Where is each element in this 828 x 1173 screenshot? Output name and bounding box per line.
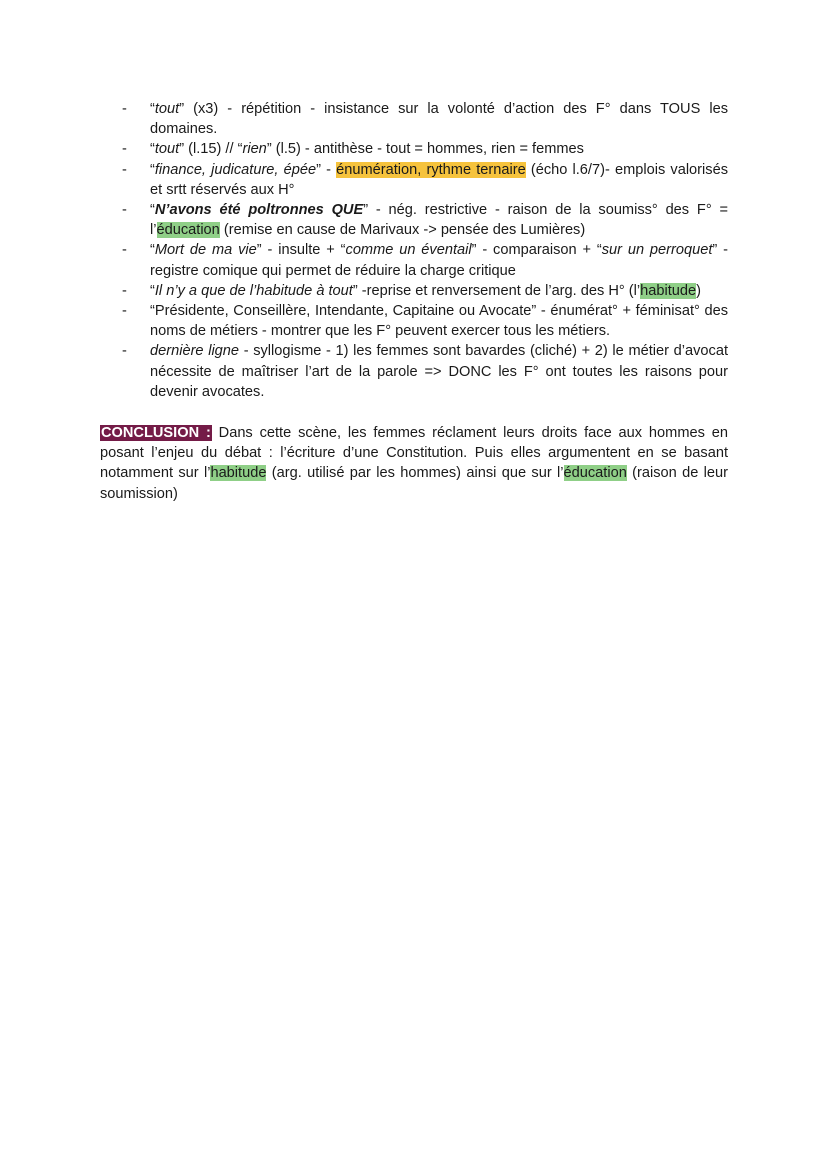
bullet-item-poltronnes: - “N’avons été poltronnes QUE” - nég. restrictive - raison de la soumiss° des F° = l’éducation (remise en cause de Marivaux -> pensée des Lumières) [122, 200, 728, 240]
bullet-text: ” - registre comique qui permet de réduire la charge critique [150, 242, 728, 279]
bullet-text: ” (l.5) - antithèse - tout = hommes, rien = femmes [266, 141, 584, 158]
bullet-text: (remise en cause de Marivaux -> pensée des Lumières) [219, 222, 586, 239]
conclusion-label: CONCLUSION : [101, 425, 211, 441]
bullet-text: “Présidente, Conseillère, Intendante, Capitaine ou Avocate” - énumérat° + féminisat° des noms de métiers - montrer que les F° peuvent exercer tous les métiers. [150, 303, 728, 340]
highlight-education: éducation [563, 465, 627, 482]
bullet-item-mort-de-ma-vie: - “Mort de ma vie” - insulte + “comme un éventail” - comparaison + “sur un perroquet” - registre comique qui permet de réduire la charge critique [122, 240, 728, 280]
quote-text: Il n’y a que de l’habitude à tout [154, 282, 353, 299]
quote-text: sur un perroquet [601, 242, 713, 259]
bullet-text: ” -reprise et renversement de l’arg. des H° (l’ [352, 282, 641, 299]
bullet-text: ” - insulte + “ [256, 242, 346, 259]
quote-text-emphasis: QUE [331, 202, 364, 219]
conclusion-text: Dans cette scène, les femmes réclament leurs droits face aux hommes en posant l’enjeu du débat : l’écriture d’une Constitution. Puis elles argumentent en se basant notamment sur l’ [100, 425, 728, 482]
quote-text: rien [242, 141, 267, 158]
quote-text: tout [154, 141, 180, 158]
conclusion-text: (raison de leur soumission) [100, 465, 729, 502]
quote-text: Mort de ma vie [154, 242, 257, 259]
bullet-text: ” - [316, 161, 337, 178]
bullet-item-habitude: - “Il n’y a que de l’habitude à tout” -reprise et renversement de l’arg. des H° (l’habitude) [122, 281, 728, 301]
bullet-text: (écho l.6/7)- emplois valorisés et srtt réservés aux H° [150, 161, 728, 198]
bullet-item-metiers [122, 301, 728, 341]
quote-text: comme un éventail [345, 242, 472, 259]
bullet-item-tout-rien: - “tout” (l.15) // “rien” (l.5) - antithèse - tout = hommes, rien = femmes [122, 139, 728, 159]
analysis-bullet-list [122, 99, 728, 402]
bullet-text: ” - comparaison + “ [471, 242, 602, 259]
bullet-text: ” - nég. restrictive - raison de la soumiss° des F° = l’ [150, 202, 728, 239]
quote-text: tout [154, 101, 180, 117]
highlight-habitude: habitude [640, 282, 697, 299]
quote-text: N’avons été poltronnes [154, 202, 332, 219]
conclusion-paragraph [100, 423, 728, 504]
bullet-text: ) [696, 282, 702, 299]
highlight-habitude: habitude [210, 465, 267, 482]
highlight-enumeration: énumération, rythme ternaire [336, 161, 526, 178]
bullet-text: ” (x3) - répétition - insistance sur la volonté d’action des F° dans TOUS les domaines. [150, 101, 728, 138]
quote-text: dernière ligne [150, 343, 240, 360]
bullet-text: ” (l.15) // “ [179, 141, 243, 158]
conclusion-text: (arg. utilisé par les hommes) ainsi que sur l’ [266, 465, 564, 482]
bullet-item-derniere-ligne [122, 341, 728, 402]
highlight-education: éducation [156, 222, 220, 239]
bullet-text: - syllogisme - 1) les femmes sont bavardes (cliché) + 2) le métier d’avocat nécessite de maîtriser l’art de la parole => DONC les F° ont toutes les raisons pour devenir avocates. [150, 343, 729, 400]
quote-text: finance, judicature, épée [154, 161, 317, 178]
bullet-item-finance: - “finance, judicature, épée” - énumération, rythme ternaire (écho l.6/7)- emplois valorisés et srtt réservés aux H° [122, 160, 728, 200]
bullet-item-tout: - “tout” (x3) - répétition - insistance sur la volonté d’action des F° dans TOUS les domaines. [122, 99, 728, 139]
